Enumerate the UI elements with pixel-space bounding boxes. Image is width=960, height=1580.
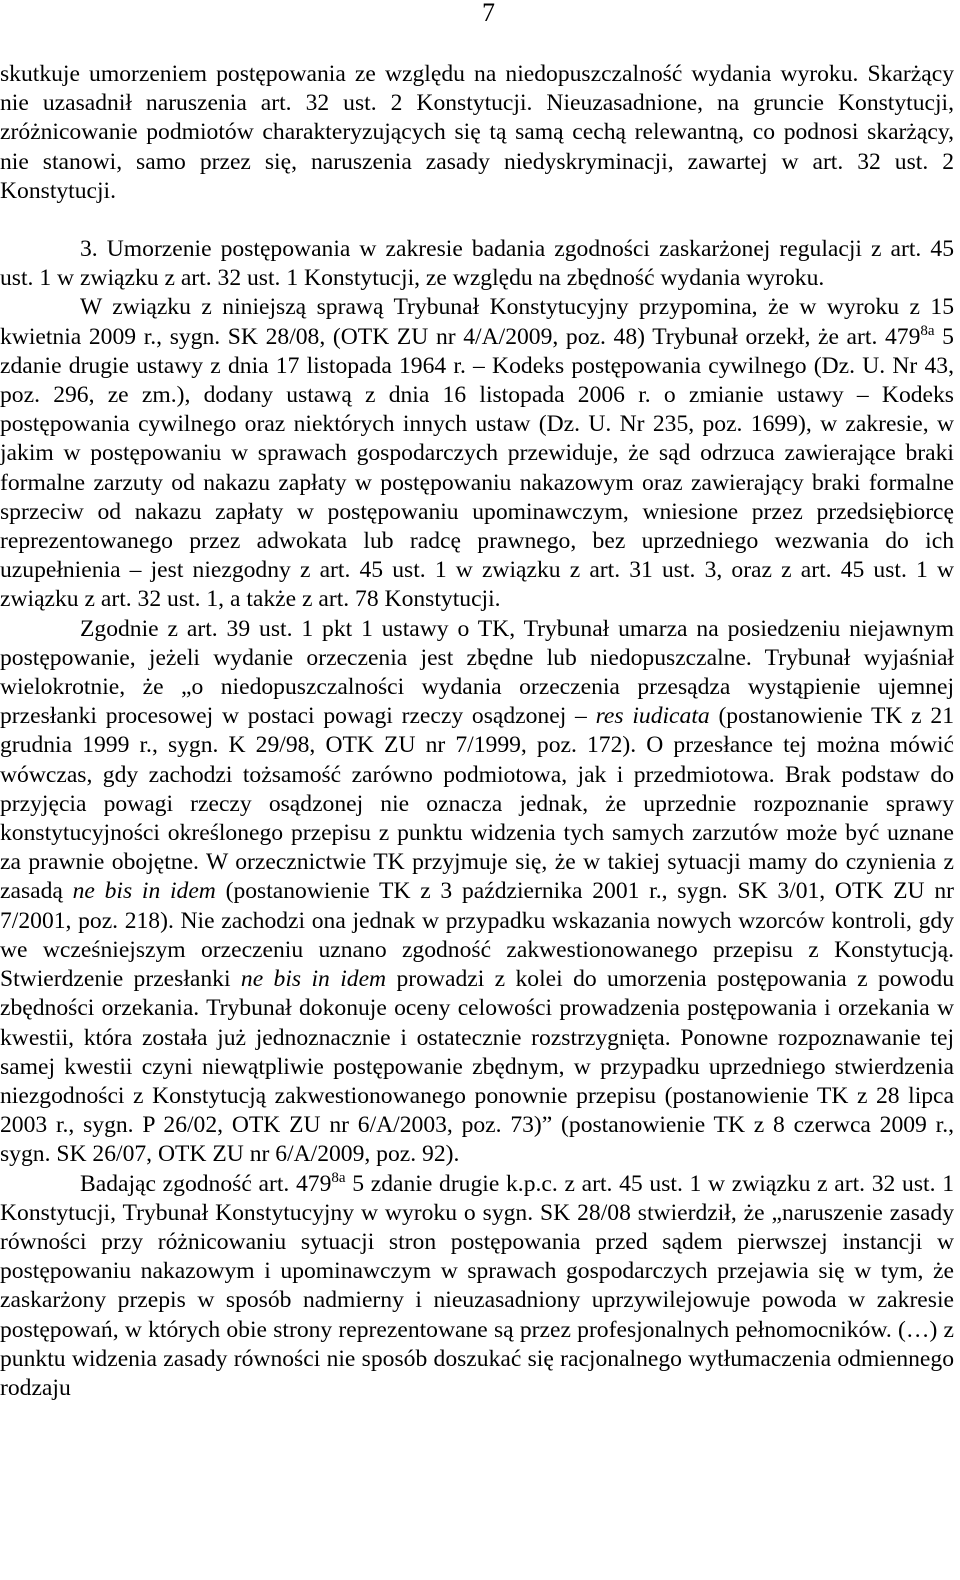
document-body	[0, 60, 954, 1403]
text-run: Badając zgodność art. 479	[80, 1170, 332, 1197]
text-run: 5 zdanie drugie ustawy z dnia 17 listopada 1964 r. – Kodeks postępowania cywilnego (Dz. U. Nr 43, poz. 296, ze zm.), dodany ustawą z dnia 16 listopada 2006 r. o zmianie ustawy – Kodeks postępowania cywilnego oraz niektórych innych ustaw (Dz. U. Nr 235, poz. 1699), w zakresie, w jakim w postępowaniu w sprawach gospodarczych przewiduje, że sąd odrzuca zawierające braki formalne zarzuty od nakazu zapłaty w postępowaniu nakazowym oraz zawierający braki formalne sprzeciw od nakazu zapłaty w postępowaniu upominawczym, wniesione przez przedsiębiorcę reprezentowanego przez adwokata lub radcę prawnego, bez uprzedniego wezwania do ich uzupełnienia – jest niezgodny z art. 45 ust. 1 w związku z art. 31 ust. 3, oraz z art. 45 ust. 1 w związku z art. 32 ust. 1, a także z art. 78 Konstytucji.	[0, 323, 954, 613]
text-run: (postanowienie TK z 21 grudnia 1999 r., sygn. K 29/98, OTK ZU nr 7/1999, poz. 172). O przesłance tej można mówić wówczas, gdy zachodzi tożsamość zarówno podmiotowa, jak i przedmiotowa. Brak podstaw do przyjęcia powagi rzeczy osądzonej nie oznacza jednak, że uprzednie rozpoznanie sprawy konstytucyjności określonego przepisu z punktu widzenia tych samych zarzutów może być uznane za prawnie obojętne. W orzecznictwie TK przyjmuje się, że w takiej sytuacji mamy do czynienia z zasadą	[0, 703, 955, 905]
page-number: 7	[482, 0, 495, 27]
text-run: W związku z niniejszą sprawą Trybunał Konstytucyjny przypomina, że w wyroku z 15 kwietnia 2009 r., sygn. SK 28/08, (OTK ZU nr 4/A/2009, poz. 48) Trybunał orzekł, że art. 479	[0, 294, 954, 350]
text-run: (postanowienie TK z 3 października 2001 r., sygn. SK 3/01, OTK ZU nr 7/2001, poz. 218). Nie zachodzi ona jednak w przypadku wskazania nowych wzorców kontroli, gdy we wcześniejszym orzeczeniu uznano zgodność zakwestionowanego przepisu z Konstytucją. Stwierdzenie przesłanki	[0, 878, 954, 993]
italic-text: ne bis in idem	[240, 966, 387, 993]
text-run: prowadzi z kolei do umorzenia postępowania z powodu zbędności orzekania. Trybunał dokonuje oceny celowości prowadzenia postępowania i orzekania w kwestii, która została już jednoznacznie i ostatecznie rozstrzygnięta. Ponowne rozpoznawanie tej samej kwestii czyni niewątpliwie postępowanie zbędnym, w przypadku uprzedniego stwierdzenia niezgodności z Konstytucją zakwestionowanego ponownie przepisu (postanowienie TK z 28 lipca 2003 r., sygn. P 26/02, OTK ZU nr 6/A/2003, poz. 73)” (postanowienie TK z 8 czerwca 2009 r., sygn. SK 26/07, OTK ZU nr 6/A/2009, poz. 92).	[0, 966, 955, 1168]
superscript: 8a	[331, 1169, 346, 1186]
paragraph-p3	[0, 293, 954, 614]
paragraph-gap	[0, 206, 954, 235]
text-run: 5 zdanie drugie k.p.c. z art. 45 ust. 1 w związku z art. 32 ust. 1 Konstytucji, Trybunał Konstytucyjny w wyroku o sygn. SK 28/08 stwierdził, że „naruszenie zasady równości przy różnicowaniu sytuacji stron postępowania przed sądem pierwszej instancji w postępowaniu nakazowym i upominawczym w sprawach gospodarczych przejawia się w tym, że zaskarżony przepis w sposób nadmierny i nieuzasadniony uprzywilejowuje powoda w zakresie postępowań, w których obie strony reprezentowane są przez profesjonalnych pełnomocników. (…) z punktu widzenia zasady równości nie sposób doszukać się racjonalnego wytłumaczenia odmiennego rodzaju	[0, 1170, 954, 1401]
text-run: Zgodnie z art. 39 ust. 1 pkt 1 ustawy o TK, Trybunał umarza na posiedzeniu niejawnym postępowanie, jeżeli wydanie orzeczenia jest zbędne lub niedopuszczalne. Trybunał wyjaśniał wielokrotnie, że „o niedopuszczalności wydania orzeczenia przesądza wystąpienie ujemnej przesłanki procesowej w postaci powagi rzeczy osądzonej –	[0, 615, 954, 730]
italic-text: res iudicata	[595, 703, 710, 730]
superscript: 8a	[920, 322, 935, 339]
paragraph-section-3-heading: 3. Umorzenie postępowania w zakresie badania zgodności zaskarżonej regulacji z art. 45 ust. 1 w związku z art. 32 ust. 1 Konstytucji, ze względu na zbędność wydania wyroku.	[0, 236, 954, 292]
italic-text: ne bis in idem	[72, 878, 216, 905]
paragraph-p5	[0, 1170, 954, 1404]
paragraph-p1: skutkuje umorzeniem postępowania ze względu na niedopuszczalność wydania wyroku. Skarżący nie uzasadnił naruszenia art. 32 ust. 2 Konstytucji. Nieuzasadnione, na gruncie Konstytucji, zróżnicowanie podmiotów charakteryzujących się tą samą cechą relewantną, co podnosi skarżący, nie stanowi, samo przez się, naruszenia zasady niedyskryminacji, zawartej w art. 32 ust. 2 Konstytucji.	[0, 61, 954, 204]
paragraph-p4	[0, 615, 954, 1170]
